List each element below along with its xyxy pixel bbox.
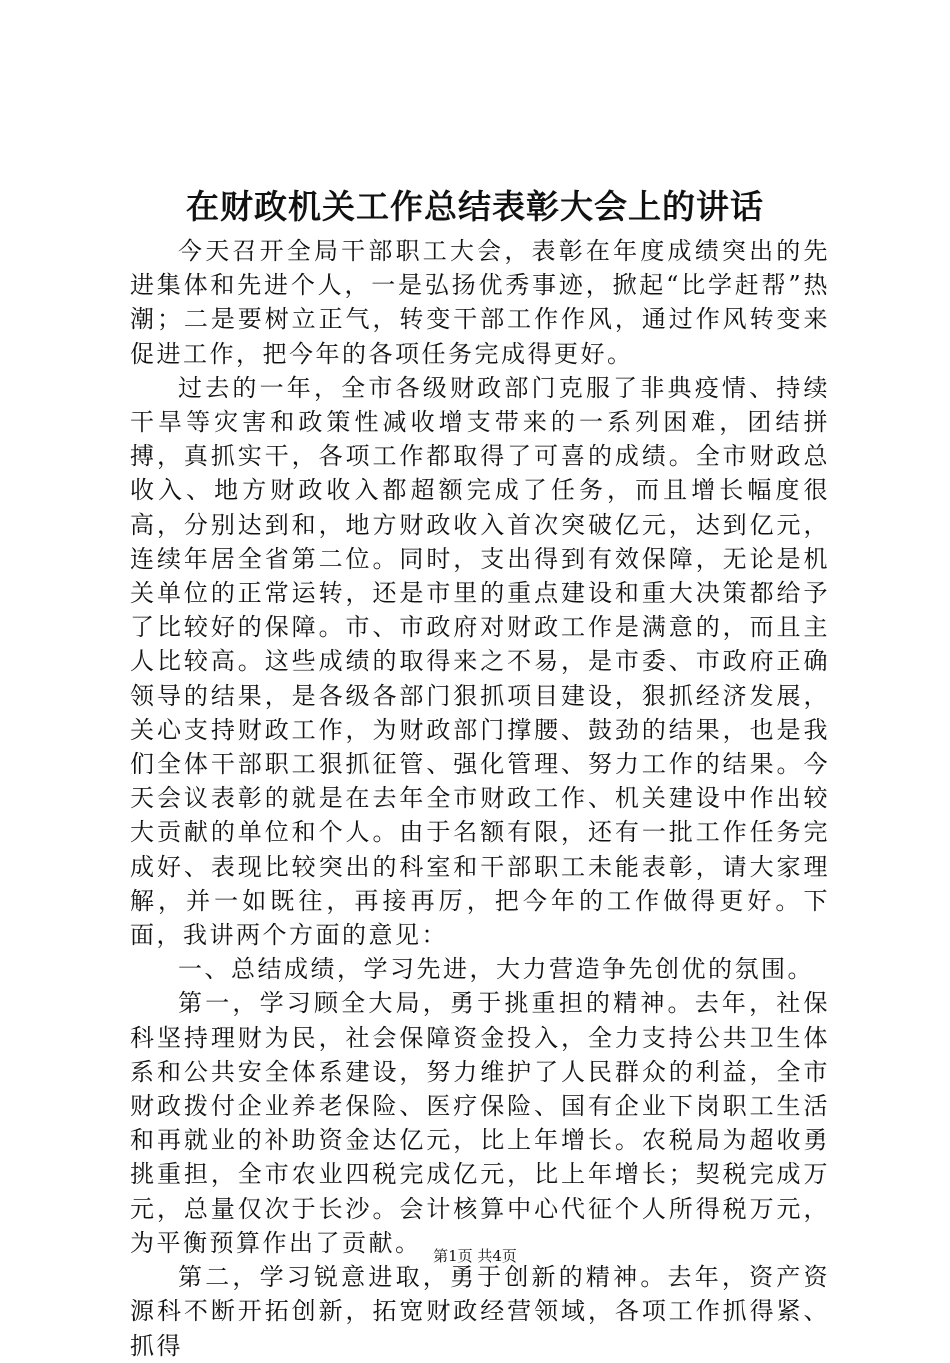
document-body xyxy=(130,234,830,1363)
paragraph: 第一，学习顾全大局，勇于挑重担的精神。去年，社保科坚持理财为民，社会保障资金投入，全力支持公共卫生体系和公共安全体系建设，努力维护了人民群众的利益，全市财政拨付企业养老保险、医疗保险、国有企业下岗职工生活和再就业的补助资金达亿元，比上年增长。农税局为超收勇挑重担，全市农业四税完成亿元，比上年增长；契税完成万元，总量仅次于长沙。会计核算中心代征个人所得税万元，为平衡预算作出了贡献。 xyxy=(130,989,830,1257)
paragraph: 过去的一年，全市各级财政部门克服了非典疫情、持续干旱等灾害和政策性减收增支带来的一系列困难，团结拼搏，真抓实干，各项工作都取得了可喜的成绩。全市财政总收入、地方财政收入都超额完成了任务，而且增长幅度很高，分别达到和，地方财政收入首次突破亿元，达到亿元，连续年居全省第二位。同时，支出得到有效保障，无论是机关单位的正常运转，还是市里的重点建设和重大决策都给予了比较好的保障。市、市政府对财政工作是满意的，而且主人比较高。这些成绩的取得来之不易，是市委、市政府正确领导的结果，是各级各部门狠抓项目建设，狠抓经济发展，关心支持财政工作，为财政部门撑腰、鼓劲的结果，也是我们全体干部职工狠抓征管、强化管理、努力工作的结果。今天会议表彰的就是在去年全市财政工作、机关建设中作出较大贡献的单位和个人。由于名额有限，还有一批工作任务完成好、表现比较突出的科室和干部职工未能表彰，请大家理解，并一如既往，再接再厉，把今年的工作做得更好。下面，我讲两个方面的意见： xyxy=(130,373,830,950)
paragraph: 第二，学习锐意进取，勇于创新的精神。去年，资产资源科不断开拓创新，拓宽财政经营领域，各项工作抓得紧、抓得 xyxy=(130,1263,830,1360)
section-heading: 一、总结成绩，学习先进，大力营造争先创优的氛围。 xyxy=(178,955,814,984)
page-indicator: 第1页 共4页 xyxy=(433,1247,517,1265)
document-title: 在财政机关工作总结表彰大会上的讲话 xyxy=(186,187,764,226)
paragraph: 今天召开全局干部职工大会，表彰在年度成绩突出的先进集体和先进个人，一是弘扬优秀事迹，掀起“比学赶帮”热潮；二是要树立正气，转变干部工作作风，通过作风转变来促进工作，把今年的各项任务完成得更好。 xyxy=(130,237,830,368)
